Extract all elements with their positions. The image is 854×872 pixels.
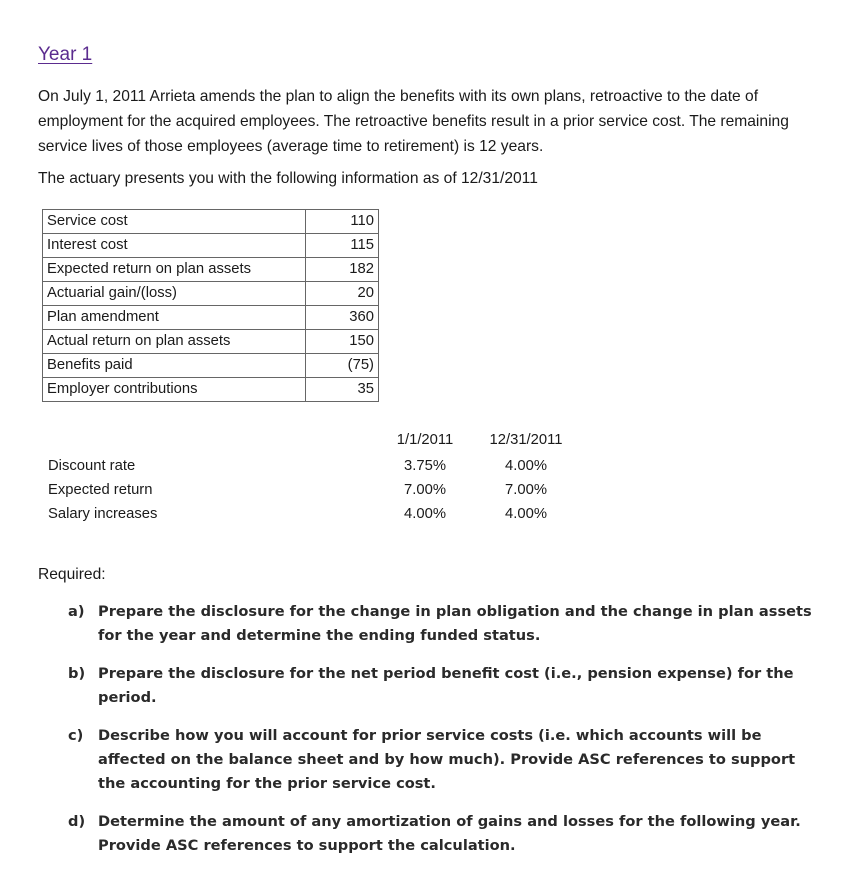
row-label: Plan amendment <box>43 306 306 330</box>
list-item <box>68 724 818 796</box>
rate-value: 4.00% <box>505 506 547 522</box>
row-label: Actuarial gain/(loss) <box>43 282 306 306</box>
rate-value: 7.00% <box>505 482 547 498</box>
row-value: 150 <box>306 330 379 354</box>
rate-value: 7.00% <box>404 482 446 498</box>
rate-label-salary-increases: Salary increases <box>48 506 158 522</box>
row-label: Employer contributions <box>43 378 306 402</box>
required-questions-list <box>68 600 818 872</box>
required-label: Required: <box>38 566 106 583</box>
table-row <box>43 282 379 306</box>
row-value: 360 <box>306 306 379 330</box>
question-text: Describe how you will account for prior service costs (i.e. which accounts will be affected on the balance sheet and by how much). Provide ASC references to support the accounting for the prior service cost. <box>98 727 796 792</box>
table-row <box>43 330 379 354</box>
rate-value: 3.75% <box>404 458 446 474</box>
intro-paragraph: On July 1, 2011 Arrieta amends the plan to align the benefits with its own plans, retroactive to the date of employment for the acquired employees. The retroactive benefits result in a prior service cost. The remaining service lives of those employees (average time to retirement) is 12 years. <box>38 88 789 155</box>
table-row <box>43 234 379 258</box>
rate-value: 4.00% <box>404 506 446 522</box>
question-text: Prepare the disclosure for the change in plan obligation and the change in plan assets for the year and determine the ending funded status. <box>98 603 812 644</box>
row-label: Service cost <box>43 210 306 234</box>
row-value: 110 <box>306 210 379 234</box>
question-marker: c) <box>68 727 84 744</box>
list-item <box>68 662 818 710</box>
actuary-statement: The actuary presents you with the following information as of 12/31/2011 <box>38 170 538 187</box>
column-header-2011-start: 1/1/2011 <box>396 432 454 448</box>
section-heading: Year 1 <box>38 44 93 65</box>
question-marker: a) <box>68 603 85 620</box>
rate-label-discount: Discount rate <box>48 458 136 474</box>
row-value: (75) <box>306 354 379 378</box>
question-marker: b) <box>68 665 86 682</box>
rate-label-expected-return: Expected return <box>48 482 153 498</box>
row-value: 182 <box>306 258 379 282</box>
table-row <box>43 378 379 402</box>
rate-value: 4.00% <box>505 458 547 474</box>
row-label: Expected return on plan assets <box>43 258 306 282</box>
row-value: 115 <box>306 234 379 258</box>
actuary-data-table <box>42 209 379 402</box>
list-item <box>68 810 818 858</box>
table-row <box>43 306 379 330</box>
list-item <box>68 600 818 648</box>
table-row <box>43 258 379 282</box>
row-value: 35 <box>306 378 379 402</box>
table-row <box>43 354 379 378</box>
row-label: Interest cost <box>43 234 306 258</box>
question-marker: d) <box>68 813 86 830</box>
column-header-2011-end: 12/31/2011 <box>489 432 563 448</box>
row-value: 20 <box>306 282 379 306</box>
question-text: Determine the amount of any amortization of gains and losses for the following year. Provide ASC references to support the calculation. <box>98 813 801 854</box>
table-row <box>43 210 379 234</box>
row-label: Benefits paid <box>43 354 306 378</box>
row-label: Actual return on plan assets <box>43 330 306 354</box>
question-text: Prepare the disclosure for the net period benefit cost (i.e., pension expense) for the period. <box>98 665 794 706</box>
